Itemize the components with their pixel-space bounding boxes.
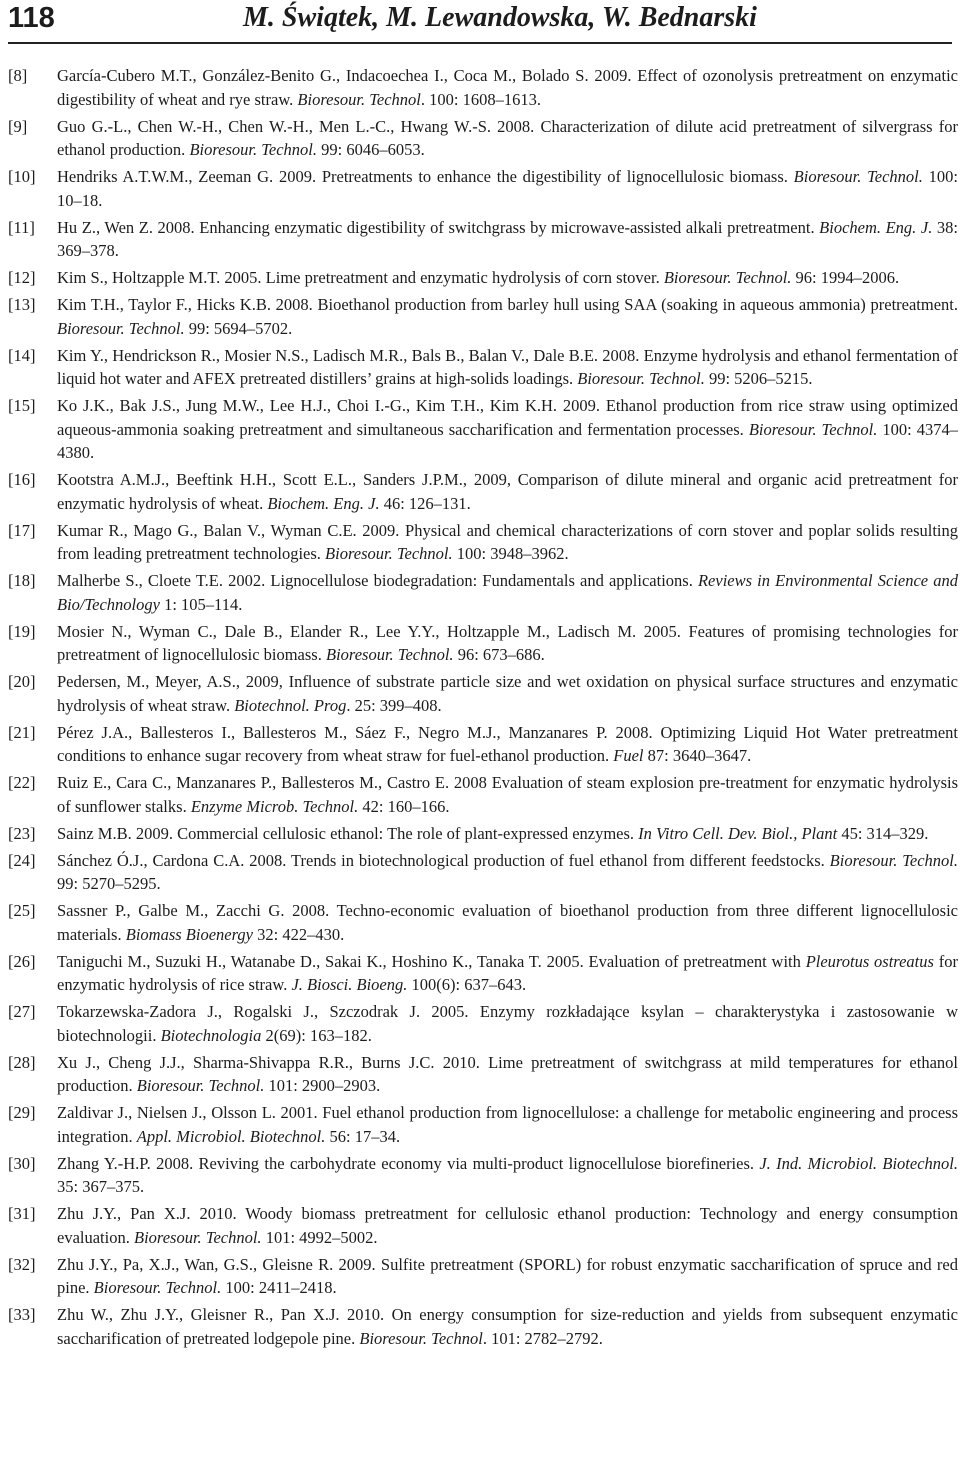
reference-text bbox=[57, 346, 958, 389]
journal-title-italic: Bioresour. Technol. bbox=[189, 140, 318, 159]
reference-text-segment: Zhu J.Y., Pan X.J. 2010. Woody biomass pretreatment for cellulosic ethanol production: Technology and energy consumption evaluation. bbox=[57, 1204, 958, 1247]
reference-number: [10] bbox=[8, 167, 36, 186]
reference-text-segment: Mosier N., Wyman C., Dale B., Elander R., Lee Y.Y., Holtzapple M., Ladisch M. 2005. Features of promising technologies for pretreatment of lignocellulosic biomass. bbox=[57, 621, 958, 664]
reference-text-segment: 99: 5270–5295. bbox=[57, 874, 161, 893]
reference-text-segment: Pedersen, M., Meyer, A.S., 2009, Influence of substrate particle size and wet oxidation on physical surface structures and enzymatic hydrolysis of wheat straw. bbox=[57, 672, 958, 715]
reference-entry bbox=[0, 1303, 960, 1350]
journal-title-italic: Bioresour. Technol. bbox=[793, 167, 923, 186]
reference-number: [30] bbox=[8, 1153, 36, 1173]
journal-title-italic: Biotechnologia bbox=[160, 1025, 262, 1045]
reference-text bbox=[57, 66, 958, 109]
reference-text bbox=[57, 1103, 958, 1146]
reference-number: [8] bbox=[8, 66, 28, 85]
reference-text-segment: for enzymatic hydrolysis of rice straw. bbox=[57, 951, 959, 994]
reference-number: [33] bbox=[8, 1305, 36, 1324]
reference-text bbox=[57, 295, 958, 338]
journal-title-italic: Bioresour. Technol bbox=[297, 89, 421, 109]
reference-entry bbox=[0, 899, 960, 946]
reference-entry bbox=[0, 670, 960, 717]
reference-text-segment: Malherbe S., Cloete T.E. 2002. Lignocellulose biodegradation: Fundamentals and applications. bbox=[57, 571, 698, 590]
reference-text-segment: Pérez J.A., Ballesteros I., Ballesteros M., Sáez F., Negro M.J., Manzanares P. 2008. Optimizing Liquid Hot Water pretreatment conditions to enhance sugar recovery from wheat straw for fuel-ethanol production. bbox=[57, 722, 958, 765]
reference-entry bbox=[0, 115, 960, 162]
journal-title-italic: Reviews in Environmental Science and Bio/Technology bbox=[57, 571, 958, 614]
reference-text bbox=[57, 773, 958, 816]
reference-text bbox=[57, 117, 958, 160]
reference-text-segment: . 25: 399–408. bbox=[346, 695, 442, 715]
reference-text-segment: Sassner P., Galbe M., Zacchi G. 2008. Techno-economic evaluation of bioethanol production from three different lignocellulosic materials. bbox=[57, 901, 958, 944]
reference-text-segment: Guo G.-L., Chen W.-H., Chen W.-H., Men L.-C., Hwang W.-S. 2008. Characterization of dilute acid pretreatment of silvergrass for ethanol production. bbox=[57, 116, 958, 159]
reference-text-segment: Kim S., Holtzapple M.T. 2005. Lime pretreatment and enzymatic hydrolysis of corn stover. bbox=[57, 268, 664, 287]
reference-entry bbox=[0, 1101, 960, 1148]
reference-text-segment: 1: 105–114. bbox=[159, 594, 243, 614]
reference-text-segment: Hu Z., Wen Z. 2008. Enhancing enzymatic digestibility of switchgrass by microwave-assisted alkali pretreatment. bbox=[57, 217, 820, 237]
reference-number: [12] bbox=[8, 268, 36, 287]
reference-number: [18] bbox=[8, 571, 36, 590]
reference-number: [22] bbox=[8, 773, 36, 792]
reference-text-segment: 100: 10–18. bbox=[57, 167, 958, 210]
reference-text-segment: García-Cubero M.T., González-Benito G., Indacoechea I., Coca M., Bolado S. 2009. Effect of ozonolysis pretreatment on enzymatic digestibility of wheat and rye straw. bbox=[57, 66, 958, 109]
journal-title-italic: Bioresour. Technol. bbox=[663, 268, 792, 287]
reference-entry bbox=[0, 1253, 960, 1300]
reference-entry bbox=[0, 721, 960, 768]
reference-text-segment: 100: 2411–2418. bbox=[221, 1278, 337, 1297]
reference-text-segment: Tokarzewska-Zadora J., Rogalski J., Szczodrak J. 2005. Enzymy rozkładające ksylan – charakterystyka i zastosowanie w biotechnologii. bbox=[57, 1002, 958, 1045]
reference-number: [16] bbox=[8, 470, 36, 489]
reference-text-segment: Ruiz E., Cara C., Manzanares P., Ballesteros M., Castro E. 2008 Evaluation of steam explosion pre-treatment for enzymatic hydrolysis of sunflower stalks. bbox=[57, 773, 958, 816]
reference-entry bbox=[0, 1051, 960, 1098]
reference-text-segment: 99: 5206–5215. bbox=[704, 369, 813, 388]
reference-text bbox=[57, 1305, 958, 1348]
reference-text bbox=[57, 952, 958, 995]
journal-title-italic: Bioresour. Technol bbox=[359, 1328, 483, 1348]
reference-text-segment: Zaldivar J., Nielsen J., Olsson L. 2001. Fuel ethanol production from lignocellulose: a challenge for metabolic engineering and process integration. bbox=[57, 1103, 958, 1146]
journal-title-italic: Bioresour. Technol. bbox=[577, 369, 705, 388]
reference-entry bbox=[0, 266, 960, 290]
journal-title-italic: Bioresour. Technol. bbox=[57, 318, 185, 338]
reference-text bbox=[57, 1154, 958, 1197]
reference-text-segment: 2(69): 163–182. bbox=[261, 1025, 372, 1045]
reference-entry bbox=[0, 771, 960, 818]
reference-text bbox=[57, 1255, 958, 1298]
reference-text-segment: 101: 2900–2903. bbox=[264, 1076, 381, 1095]
journal-title-italic: Bioresour. Technol. bbox=[325, 645, 454, 664]
reference-text bbox=[57, 470, 958, 513]
reference-number: [25] bbox=[8, 901, 36, 920]
reference-number: [15] bbox=[8, 396, 36, 415]
reference-text-segment: 99: 6046–6053. bbox=[317, 140, 425, 159]
reference-text-segment: 87: 3640–3647. bbox=[643, 746, 752, 765]
reference-text-segment: 46: 126–131. bbox=[379, 493, 471, 513]
reference-text-segment: 38: 369–378. bbox=[57, 217, 958, 260]
reference-entry bbox=[0, 1152, 960, 1199]
reference-number: [21] bbox=[8, 722, 36, 742]
reference-text bbox=[57, 1053, 958, 1096]
reference-text-segment: 96: 673–686. bbox=[453, 645, 545, 664]
reference-entry bbox=[0, 468, 960, 515]
reference-text bbox=[57, 723, 958, 766]
reference-text-segment: 100: 4374–4380. bbox=[57, 419, 958, 462]
reference-entry bbox=[0, 64, 960, 111]
reference-entry bbox=[0, 950, 960, 997]
reference-text bbox=[57, 901, 958, 944]
journal-title-italic: J. Biosci. Bioeng. bbox=[291, 975, 408, 994]
journal-title-italic: Bioresour. Technol. bbox=[325, 544, 453, 563]
reference-text bbox=[57, 824, 928, 843]
reference-text bbox=[57, 851, 958, 894]
reference-entry bbox=[0, 620, 960, 667]
reference-entry bbox=[0, 1000, 960, 1047]
reference-number: [28] bbox=[8, 1052, 36, 1072]
reference-text-segment: 101: 4992–5002. bbox=[261, 1227, 378, 1247]
reference-text bbox=[57, 167, 958, 210]
reference-text bbox=[57, 1204, 958, 1247]
journal-title-italic: Enzyme Microb. Technol. bbox=[190, 796, 359, 816]
reference-text-segment: Sainz M.B. 2009. Commercial cellulosic ethanol: The role of plant-expressed enzymes. bbox=[57, 823, 639, 843]
reference-number: [9] bbox=[8, 116, 28, 136]
page-number: 118 bbox=[8, 2, 55, 34]
reference-number: [17] bbox=[8, 520, 36, 540]
reference-text-segment: Zhu J.Y., Pa, X.J., Wan, G.S., Gleisne R. 2009. Sulfite pretreatment (SPORL) for robust enzymatic saccharification of spruce and red pine. bbox=[57, 1254, 958, 1297]
journal-title-italic: Biomass Bioenergy bbox=[125, 924, 253, 944]
reference-text-segment: Kim T.H., Taylor F., Hicks K.B. 2008. Bioethanol production from barley hull using SAA (soaking in aqueous ammonia) pretreatment. bbox=[57, 295, 958, 314]
reference-text-segment: . 101: 2782–2792. bbox=[482, 1328, 603, 1348]
reference-number: [20] bbox=[8, 672, 36, 691]
reference-entry bbox=[0, 822, 960, 846]
reference-number: [26] bbox=[8, 951, 36, 971]
reference-number: [31] bbox=[8, 1204, 36, 1223]
journal-title-italic: J. Ind. Microbiol. Biotechnol. bbox=[759, 1153, 958, 1173]
journal-title-italic: Bioresour. Technol. bbox=[136, 1076, 265, 1095]
reference-list bbox=[0, 64, 960, 1354]
reference-text-segment: 42: 160–166. bbox=[358, 796, 450, 816]
reference-text-segment: Zhu W., Zhu J.Y., Gleisner R., Pan X.J. 2010. On energy consumption for size-reduction and yields from subsequent enzymatic saccharification of pretreated lodgepole pine. bbox=[57, 1305, 958, 1348]
reference-text-segment: Xu J., Cheng J.J., Sharma-Shivappa R.R., Burns J.C. 2010. Lime pretreatment of switchgrass at mild temperatures for ethanol production. bbox=[57, 1052, 958, 1095]
journal-title-italic: Biochem. Eng. J. bbox=[819, 217, 933, 237]
journal-title-italic: In Vitro Cell. Dev. Biol., Plant bbox=[638, 823, 838, 843]
reference-number: [24] bbox=[8, 850, 36, 870]
reference-text bbox=[57, 672, 958, 715]
reference-text-segment: 100(6): 637–643. bbox=[407, 975, 527, 994]
reference-entry bbox=[0, 344, 960, 391]
reference-text bbox=[57, 571, 958, 614]
reference-text-segment: Taniguchi M., Suzuki H., Watanabe D., Sakai K., Hoshino K., Tanaka T. 2005. Evaluation of pretreatment with bbox=[57, 951, 806, 971]
journal-title-italic: Bioresour. Technol. bbox=[748, 419, 878, 439]
reference-number: [11] bbox=[8, 217, 35, 237]
reference-number: [32] bbox=[8, 1254, 36, 1274]
reference-text-segment: Sánchez Ó.J., Cardona C.A. 2008. Trends in biotechnological production of fuel ethanol from different feedstocks. bbox=[57, 850, 830, 870]
journal-title-italic: Bioresour. Technol. bbox=[829, 850, 959, 870]
journal-title-italic: Fuel bbox=[613, 746, 644, 765]
reference-text bbox=[57, 268, 899, 287]
reference-text bbox=[57, 622, 958, 665]
reference-text-segment: Hendriks A.T.W.M., Zeeman G. 2009. Pretreatments to enhance the digestibility of lignocellulosic biomass. bbox=[57, 167, 794, 186]
reference-text-segment: 32: 422–430. bbox=[252, 924, 345, 944]
reference-entry bbox=[0, 394, 960, 465]
reference-entry bbox=[0, 165, 960, 212]
reference-entry bbox=[0, 569, 960, 616]
reference-entry bbox=[0, 849, 960, 896]
reference-text-segment: Ko J.K., Bak J.S., Jung M.W., Lee H.J., Choi I.-G., Kim T.H., Kim K.H. 2009. Ethanol production from rice straw using optimized aqueous-ammonia soaking pretreatment and simultaneous saccharification and fermentation processes. bbox=[57, 396, 958, 439]
reference-text-segment: Kumar R., Mago G., Balan V., Wyman C.E. 2009. Physical and chemical characterizations of corn stover and poplar solids resulting from leading pretreatment technologies. bbox=[57, 520, 958, 563]
reference-entry bbox=[0, 1202, 960, 1249]
journal-title-italic: Biotechnol. Prog bbox=[234, 695, 347, 715]
reference-text-segment: . 100: 1608–1613. bbox=[420, 89, 541, 109]
reference-text bbox=[57, 218, 958, 261]
page-header bbox=[8, 0, 952, 44]
reference-number: [19] bbox=[8, 621, 36, 641]
journal-title-italic: Bioresour. Technol. bbox=[133, 1227, 262, 1247]
reference-text-segment: Zhang Y.-H.P. 2008. Reviving the carbohydrate economy via multi-product lignocellulose biorefineries. bbox=[57, 1153, 760, 1173]
reference-number: [13] bbox=[8, 295, 36, 314]
reference-text-segment: 99: 5694–5702. bbox=[184, 318, 293, 338]
journal-title-italic: Biochem. Eng. J. bbox=[267, 493, 380, 513]
journal-title-italic: Appl. Microbiol. Biotechnol. bbox=[136, 1126, 326, 1146]
reference-number: [29] bbox=[8, 1103, 36, 1122]
reference-text bbox=[57, 1002, 958, 1045]
journal-title-italic: Bioresour. Technol. bbox=[93, 1278, 222, 1297]
reference-text bbox=[57, 396, 958, 462]
journal-title-italic: Pleurotus ostreatus bbox=[805, 951, 934, 971]
reference-number: [27] bbox=[8, 1002, 36, 1021]
reference-text bbox=[57, 521, 958, 564]
reference-text-segment: 100: 3948–3962. bbox=[452, 544, 569, 563]
reference-text-segment: 45: 314–329. bbox=[837, 823, 929, 843]
reference-entry bbox=[0, 216, 960, 263]
reference-entry bbox=[0, 293, 960, 340]
reference-text-segment: Kootstra A.M.J., Beeftink H.H., Scott E.L., Sanders J.P.M., 2009, Comparison of dilute mineral and organic acid pretreatment for enzymatic hydrolysis of wheat. bbox=[57, 470, 958, 513]
reference-text-segment: 35: 367–375. bbox=[57, 1177, 145, 1196]
reference-number: [23] bbox=[8, 823, 36, 843]
reference-text-segment: 96: 1994–2006. bbox=[791, 268, 900, 287]
reference-entry bbox=[0, 519, 960, 566]
reference-number: [14] bbox=[8, 345, 36, 365]
reference-text-segment: Kim Y., Hendrickson R., Mosier N.S., Ladisch M.R., Bals B., Balan V., Dale B.E. 2008. Enzyme hydrolysis and ethanol fermentation of liquid hot water and AFEX pretreated distillers’ grains at high-solids loadings. bbox=[57, 345, 958, 388]
running-title-authors: M. Świątek, M. Lewandowska, W. Bednarski bbox=[243, 2, 757, 33]
reference-text-segment: 56: 17–34. bbox=[325, 1126, 401, 1146]
